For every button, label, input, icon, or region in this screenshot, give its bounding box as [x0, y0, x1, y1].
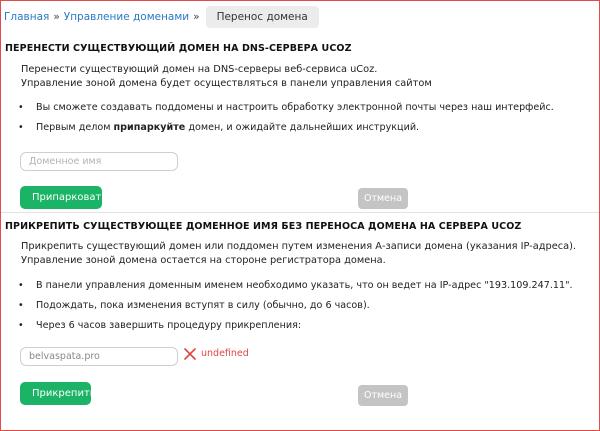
transfer-cancel-button[interactable]: Отмена: [358, 188, 408, 209]
attach-bullet-text: Через 6 часов завершить процедуру прикрепления:: [36, 320, 302, 331]
attach-cancel-button[interactable]: Отмена: [358, 385, 408, 406]
list-item: [18, 300, 573, 320]
bullet-icon: •: [18, 280, 24, 291]
close-icon: [184, 348, 196, 360]
transfer-bullet-list: [18, 102, 554, 142]
bullet-icon: •: [18, 300, 24, 311]
bullet-icon: •: [18, 320, 24, 331]
breadcrumb: [4, 6, 319, 28]
transfer-bullet-text: [36, 122, 419, 142]
transfer-description-line: Управление зоной домена будет осуществляться в панели управления сайтом: [21, 78, 432, 89]
breadcrumb-home-link[interactable]: Главная: [4, 11, 50, 23]
attach-section-title: ПРИКРЕПИТЬ СУЩЕСТВУЮЩЕЕ ДОМЕННОЕ ИМЯ БЕЗ ПЕРЕНОСА ДОМЕНА НА СЕРВЕРА UCOZ: [5, 221, 522, 232]
transfer-description: [21, 63, 432, 91]
error-message: undefined: [201, 348, 249, 359]
transfer-bullet-text: Вы сможете создавать поддомены и настроить обработку электронной почты через наш интерфейс.: [36, 102, 554, 113]
attach-description-line: Управление зоной домена остается на стороне регистратора домена.: [21, 255, 386, 266]
attach-bullet-text: Подождать, пока изменения вступят в силу (обычно, до 6 часов).: [36, 300, 370, 311]
section-divider: [1, 212, 599, 213]
list-item: [18, 122, 554, 142]
bullet-icon: •: [18, 122, 24, 133]
transfer-section-title: ПЕРЕНЕСТИ СУЩЕСТВУЮЩИЙ ДОМЕН НА DNS-СЕРВЕРА UCOZ: [5, 43, 352, 54]
park-button[interactable]: Припарковать: [20, 186, 102, 209]
bullet-text-part: домен, и ожидайте дальнейших инструкций.: [185, 122, 420, 133]
attach-domain-input[interactable]: [20, 347, 178, 366]
list-item: [18, 320, 573, 340]
bullet-text-part: Первым делом: [36, 122, 114, 133]
domain-name-input[interactable]: [20, 152, 178, 171]
breadcrumb-separator: »: [53, 11, 60, 23]
attach-button[interactable]: Прикрепить: [20, 382, 91, 405]
list-item: [18, 280, 573, 300]
breadcrumb-current: Перенос домена: [206, 6, 319, 28]
attach-bullet-list: [18, 280, 573, 340]
bullet-icon: •: [18, 102, 24, 113]
attach-description-line: Прикрепить существующий домен или поддомен путем изменения А-записи домена (указания IP-адреса).: [21, 241, 577, 252]
transfer-description-line: Перенести существующий домен на DNS-серверы веб-сервиса uCoz.: [21, 64, 378, 75]
bullet-text-bold: припаркуйте: [113, 122, 186, 133]
attach-bullet-text: В панели управления доменным именем необходимо указать, что он ведет на IP-адрес "193.109.247.11".: [36, 280, 573, 291]
list-item: [18, 102, 554, 122]
breadcrumb-separator: »: [193, 11, 200, 23]
attach-description: [21, 240, 576, 268]
breadcrumb-domains-link[interactable]: Управление доменами: [63, 11, 190, 23]
